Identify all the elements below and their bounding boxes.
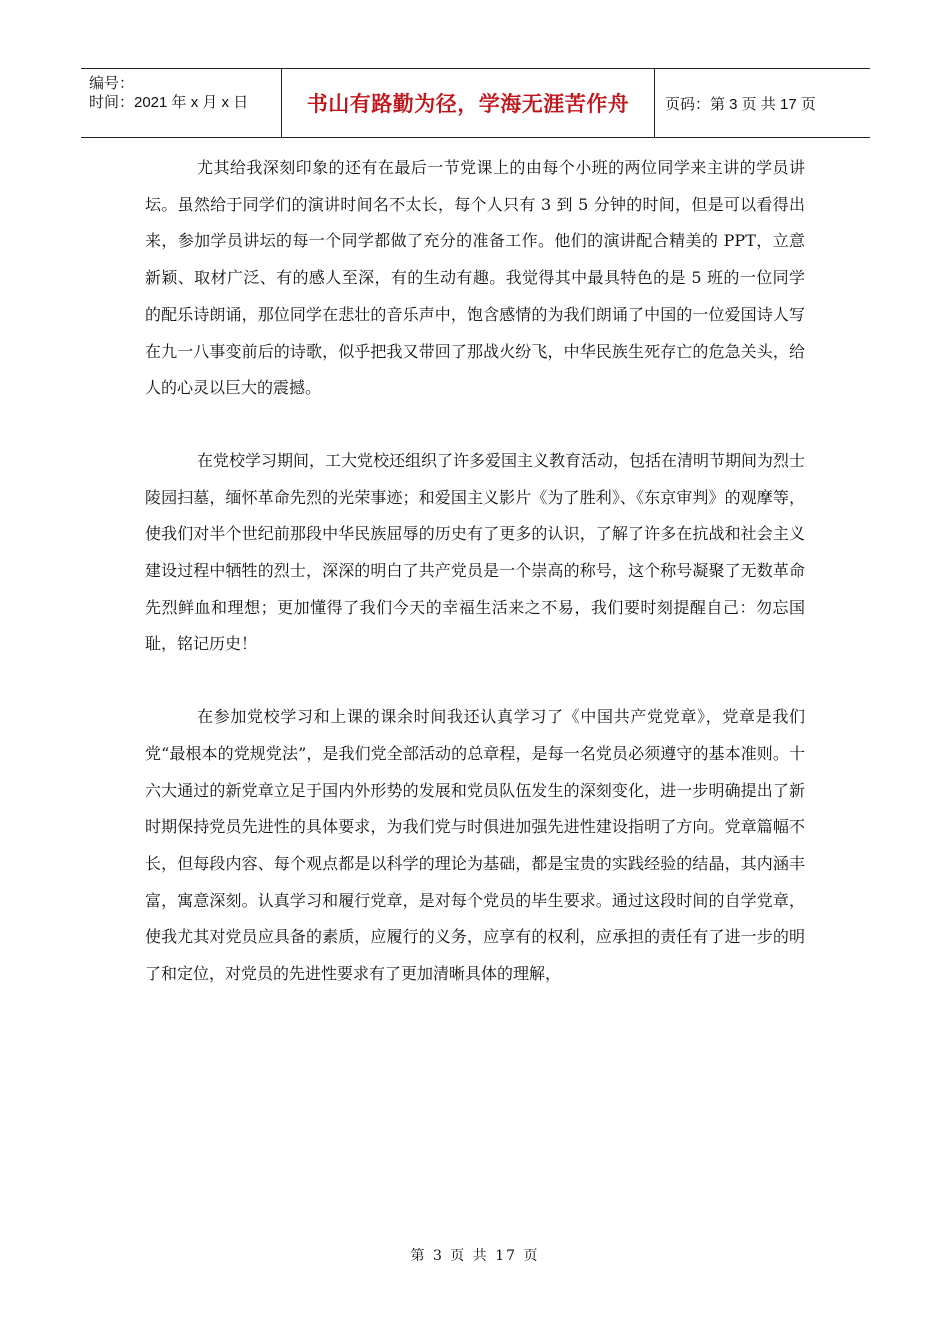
paragraph-1: 尤其给我深刻印象的还有在最后一节党课上的由每个小班的两位同学来主讲的学员讲坛。虽然给于同学们的演讲时间名不太长，每个人只有 3 到 5 分钟的时间，但是可以看得出来，参加学员讲坛的每一个同学都做了充分的准备工作。他们的演讲配合精美的 PPT，立意新颖、取材广泛、有的感人至深，有的生动有趣。我觉得其中最具特色的是 5 班的一位同学的配乐诗朗诵，那位同学在悲壮的音乐声中，饱含感情的为我们朗诵了中国的一位爱国诗人写在九一八事变前后的诗歌，似乎把我又带回了那战火纷飞，中华民族生死存亡的危急关头，给人的心灵以巨大的震撼。 bbox=[145, 158, 805, 398]
paragraph-3: 在参加党校学习和上课的课余时间我还认真学习了《中国共产党党章》，党章是我们党“最根本的党规党法”，是我们党全部活动的总章程，是每一名党员必须遵守的基本准则。十六大通过的新党章立足于国内外形势的发展和党员队伍发生的深刻变化，进一步明确提出了新时期保持党员先进性的具体要求，为我们党与时俱进加强先进性建设指明了方向。党章篇幅不长，但每段内容、每个观点都是以科学的理论为基础，都是宝贵的实践经验的结晶，其内涵丰富，寓意深刻。认真学习和履行党章，是对每个党员的毕生要求。通过这段时间的自学党章，使我尤其对党员应具备的素质，应履行的义务，应享有的权利，应承担的责任有了进一步的明了和定位，对党员的先进性要求有了更加清晰具体的理解， bbox=[145, 707, 805, 984]
date-label: 时间：2021 年 x 月 x 日 bbox=[89, 94, 249, 111]
number-label: 编号： bbox=[89, 75, 135, 92]
header-page-info: 页码：第 3 页 共 17 页 bbox=[665, 95, 816, 113]
header-motto: 书山有路勤为径，学海无涯苦作舟 bbox=[282, 69, 655, 137]
document-body bbox=[145, 150, 805, 993]
paragraph-2: 在党校学习期间，工大党校还组织了许多爱国主义教育活动，包括在清明节期间为烈士陵园扫墓，缅怀革命先烈的光荣事迹；和爱国主义影片《为了胜利》、《东京审判》的观摩等，使我们对半个世纪前那段中华民族屈辱的历史有了更多的认识，了解了许多在抗战和社会主义建设过程中牺牲的烈士，深深的明白了共产党员是一个崇高的称号，这个称号凝聚了无数革命先烈鲜血和理想；更加懂得了我们今天的幸福生活来之不易，我们要时刻提醒自己：勿忘国耻，铭记历史！ bbox=[145, 450, 806, 654]
document-header bbox=[81, 68, 870, 138]
page-footer: 第 3 页 共 17 页 bbox=[410, 1248, 540, 1264]
header-meta bbox=[81, 69, 282, 137]
